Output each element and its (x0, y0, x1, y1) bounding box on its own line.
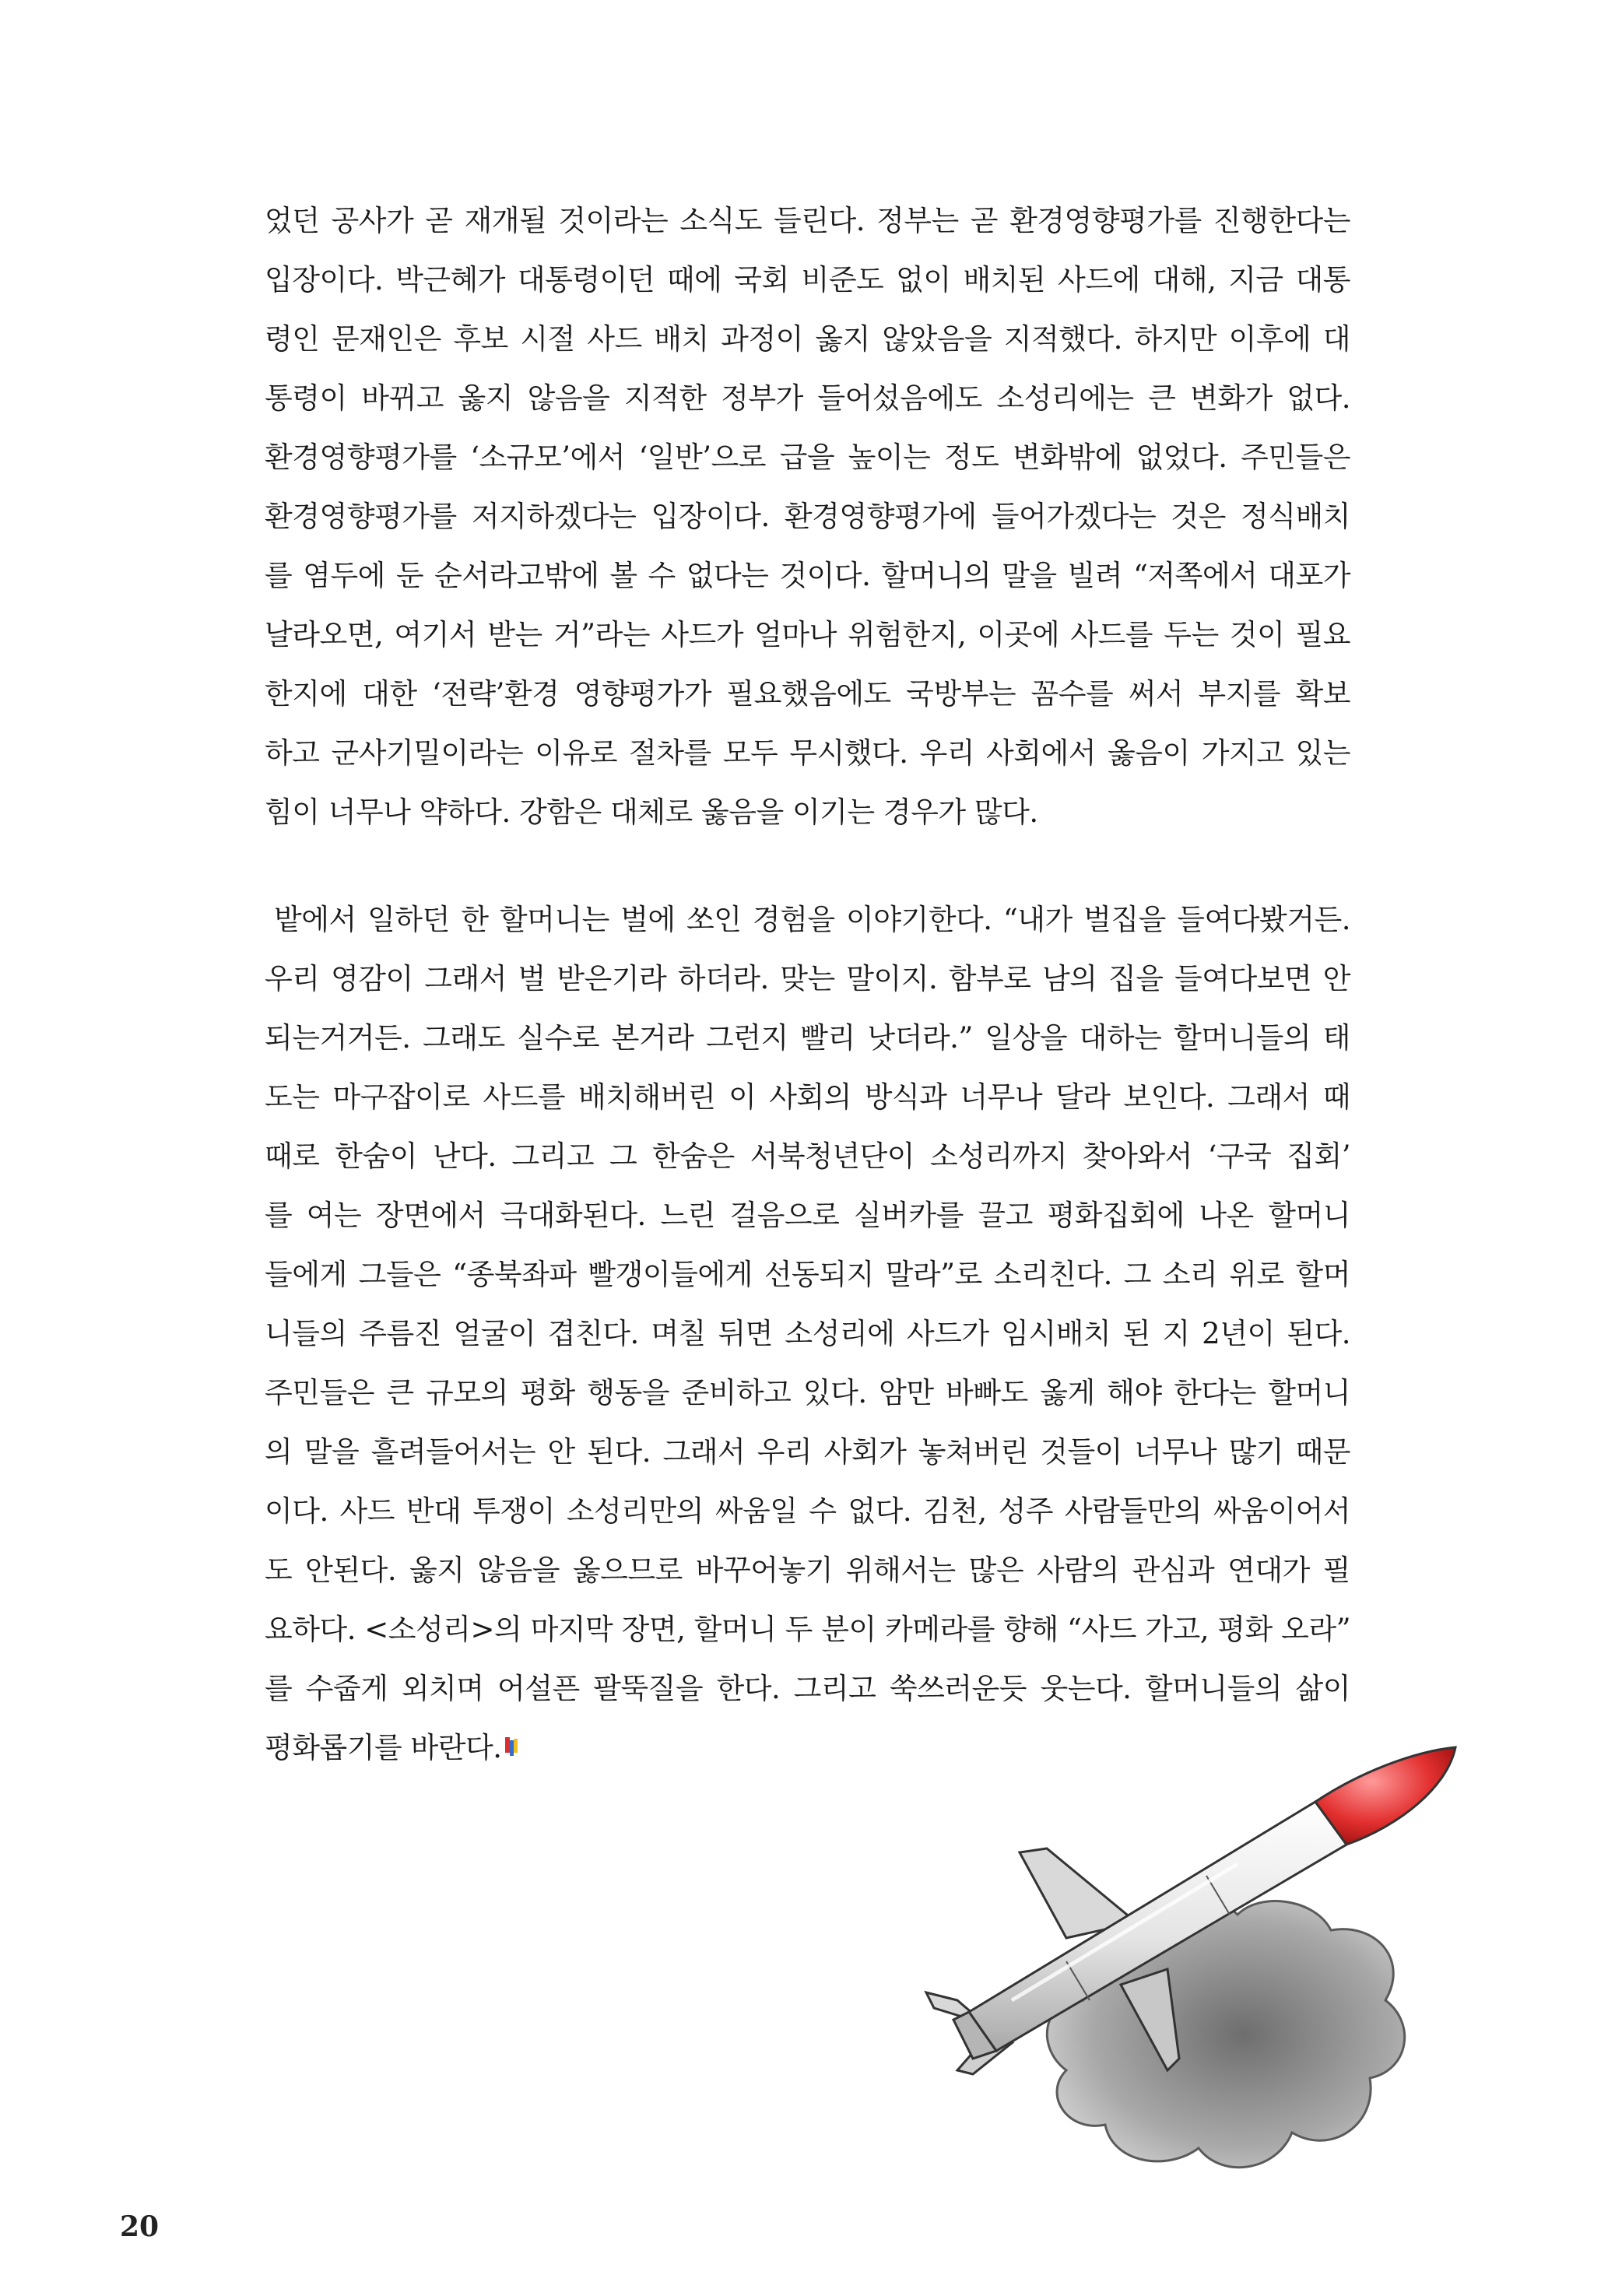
text-line: 의 말을 흘려들어서는 안 된다. 그래서 우리 사회가 놓쳐버린 것들이 너무나 많기 때문 (265, 1435, 1350, 1469)
text-line: 통령이 바뀌고 옳지 않음을 지적한 정부가 들어섰음에도 소성리에는 큰 변화가 없다. (265, 381, 1350, 415)
text-line: 를 염두에 둔 순서라고밖에 볼 수 없다는 것이다. 할머니의 말을 빌려 “저쪽에서 대포가 (265, 559, 1350, 592)
text-line: 요하다. <소성리>의 마지막 장면, 할머니 두 분이 카메라를 향해 “사드 가고, 평화 오라” (265, 1613, 1350, 1646)
final-line-text: 평화롭기를 바란다. (265, 1731, 502, 1764)
text-line: 한지에 대한 ‘전략’환경 영향평가가 필요했음에도 국방부는 꼼수를 써서 부지를 확보 (265, 677, 1350, 711)
text-line: 환경영향평가를 저지하겠다는 입장이다. 환경영향평가에 들어가겠다는 것은 정식배치 (265, 500, 1350, 533)
text-line: 었던 공사가 곧 재개될 것이라는 소식도 들린다. 정부는 곧 환경영향평가를 진행한다는 (265, 204, 1350, 237)
text-line: 를 여는 장면에서 극대화된다. 느린 걸음으로 실버카를 끌고 평화집회에 나온 할머니 (265, 1199, 1350, 1232)
paragraph-1 (265, 191, 1350, 842)
text-line: 주민들은 큰 규모의 평화 행동을 준비하고 있다. 암만 바빠도 옳게 해야 한다는 할머니 (265, 1376, 1350, 1410)
page-number: 20 (120, 2210, 160, 2243)
text-line: 입장이다. 박근혜가 대통령이던 때에 국회 비준도 없이 배치된 사드에 대해, 지금 대통 (265, 263, 1350, 297)
end-mark-icon (504, 1734, 518, 1759)
text-line: 하고 군사기밀이라는 이유로 절차를 모두 무시했다. 우리 사회에서 옳음이 가지고 있는 (265, 736, 1350, 770)
text-line: 도 안된다. 옳지 않음을 옳으므로 바꾸어놓기 위해서는 많은 사람의 관심과 연대가 필 (265, 1553, 1350, 1587)
text-line: 도는 마구잡이로 사드를 배치해버린 이 사회의 방식과 너무나 달라 보인다. 그래서 때 (265, 1080, 1350, 1114)
text-line: 날라오면, 여기서 받는 거”라는 사드가 얼마나 위험한지, 이곳에 사드를 두는 것이 필요 (265, 618, 1350, 651)
text-line: 되는거거든. 그래도 실수로 본거라 그런지 빨리 낫더라.” 일상을 대하는 할머니들의 태 (265, 1021, 1350, 1055)
text-line: 령인 문재인은 후보 시절 사드 배치 과정이 옳지 않았음을 지적했다. 하지만 이후에 대 (265, 322, 1350, 356)
text-line: 때로 한숨이 난다. 그리고 그 한숨은 서북청년단이 소성리까지 찾아와서 ‘구국 집회’ (265, 1139, 1350, 1173)
text-line: 들에게 그들은 “종북좌파 빨갱이들에게 선동되지 말라”로 소리친다. 그 소리 위로 할머 (265, 1258, 1350, 1291)
missile-over-puzzle-shadow-icon (911, 1634, 1471, 2195)
text-line: 우리 영감이 그래서 벌 받은기라 하더라. 맞는 말이지. 함부로 남의 집을 들여다보면 안 (265, 962, 1350, 995)
text-line: 환경영향평가를 ‘소규모’에서 ‘일반’으로 급을 높이는 정도 변화밖에 없었다. 주민들은 (265, 441, 1350, 474)
text-line: 힘이 너무나 약하다. 강함은 대체로 옳음을 이기는 경우가 많다. (265, 795, 1038, 829)
text-line: 니들의 주름진 얼굴이 겹친다. 며칠 뒤면 소성리에 사드가 임시배치 된 지 2년이 된다. (265, 1317, 1350, 1350)
text-line: 밭에서 일하던 한 할머니는 벌에 쏘인 경험을 이야기한다. “내가 벌집을 들여다봤거든. (274, 903, 1350, 936)
text-line: 이다. 사드 반대 투쟁이 소성리만의 싸움일 수 없다. 김천, 성주 사람들만의 싸움이어서 (265, 1494, 1350, 1528)
text-line: 를 수줍게 외치며 어설픈 팔뚝질을 한다. 그리고 쑥쓰러운듯 웃는다. 할머니들의 삶이 (265, 1672, 1350, 1705)
